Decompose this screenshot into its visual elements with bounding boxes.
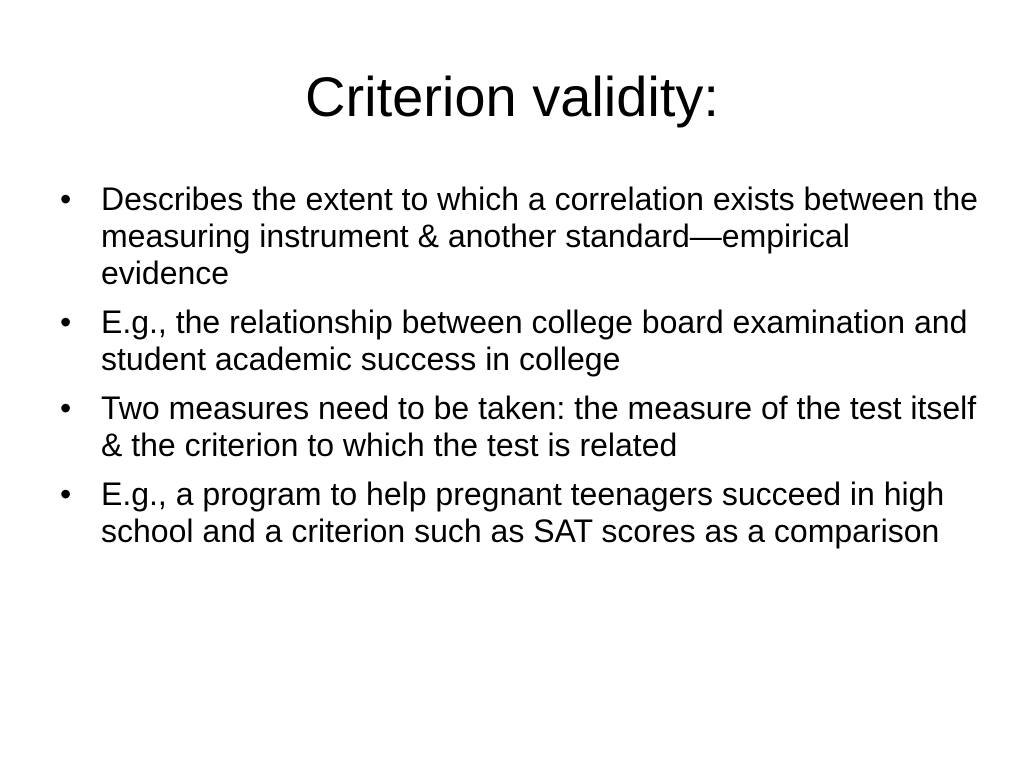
bullet-text: Describes the extent to which a correlation exists between the measuring instrument & another standard—empirical evidence: [101, 181, 978, 291]
bullet-item: [58, 390, 978, 464]
bullet-item: [58, 304, 978, 378]
bullet-text: E.g., a program to help pregnant teenagers succeed in high school and a criterion such as SAT scores as a comparison: [101, 476, 945, 549]
bullet-marker: •: [60, 304, 72, 340]
bullet-text: E.g., the relationship between college board examination and student academic success in college: [101, 304, 968, 377]
bullet-item: [58, 476, 978, 550]
bullet-text: Two measures need to be taken: the measure of the test itself & the criterion to which the test is related: [101, 390, 977, 463]
bullet-marker: •: [60, 476, 72, 512]
slide-title: Criterion validity:: [305, 65, 719, 128]
bullet-list: [58, 181, 978, 562]
bullet-item: [58, 181, 978, 292]
bullet-marker: •: [60, 181, 72, 217]
bullet-marker: •: [60, 390, 72, 426]
